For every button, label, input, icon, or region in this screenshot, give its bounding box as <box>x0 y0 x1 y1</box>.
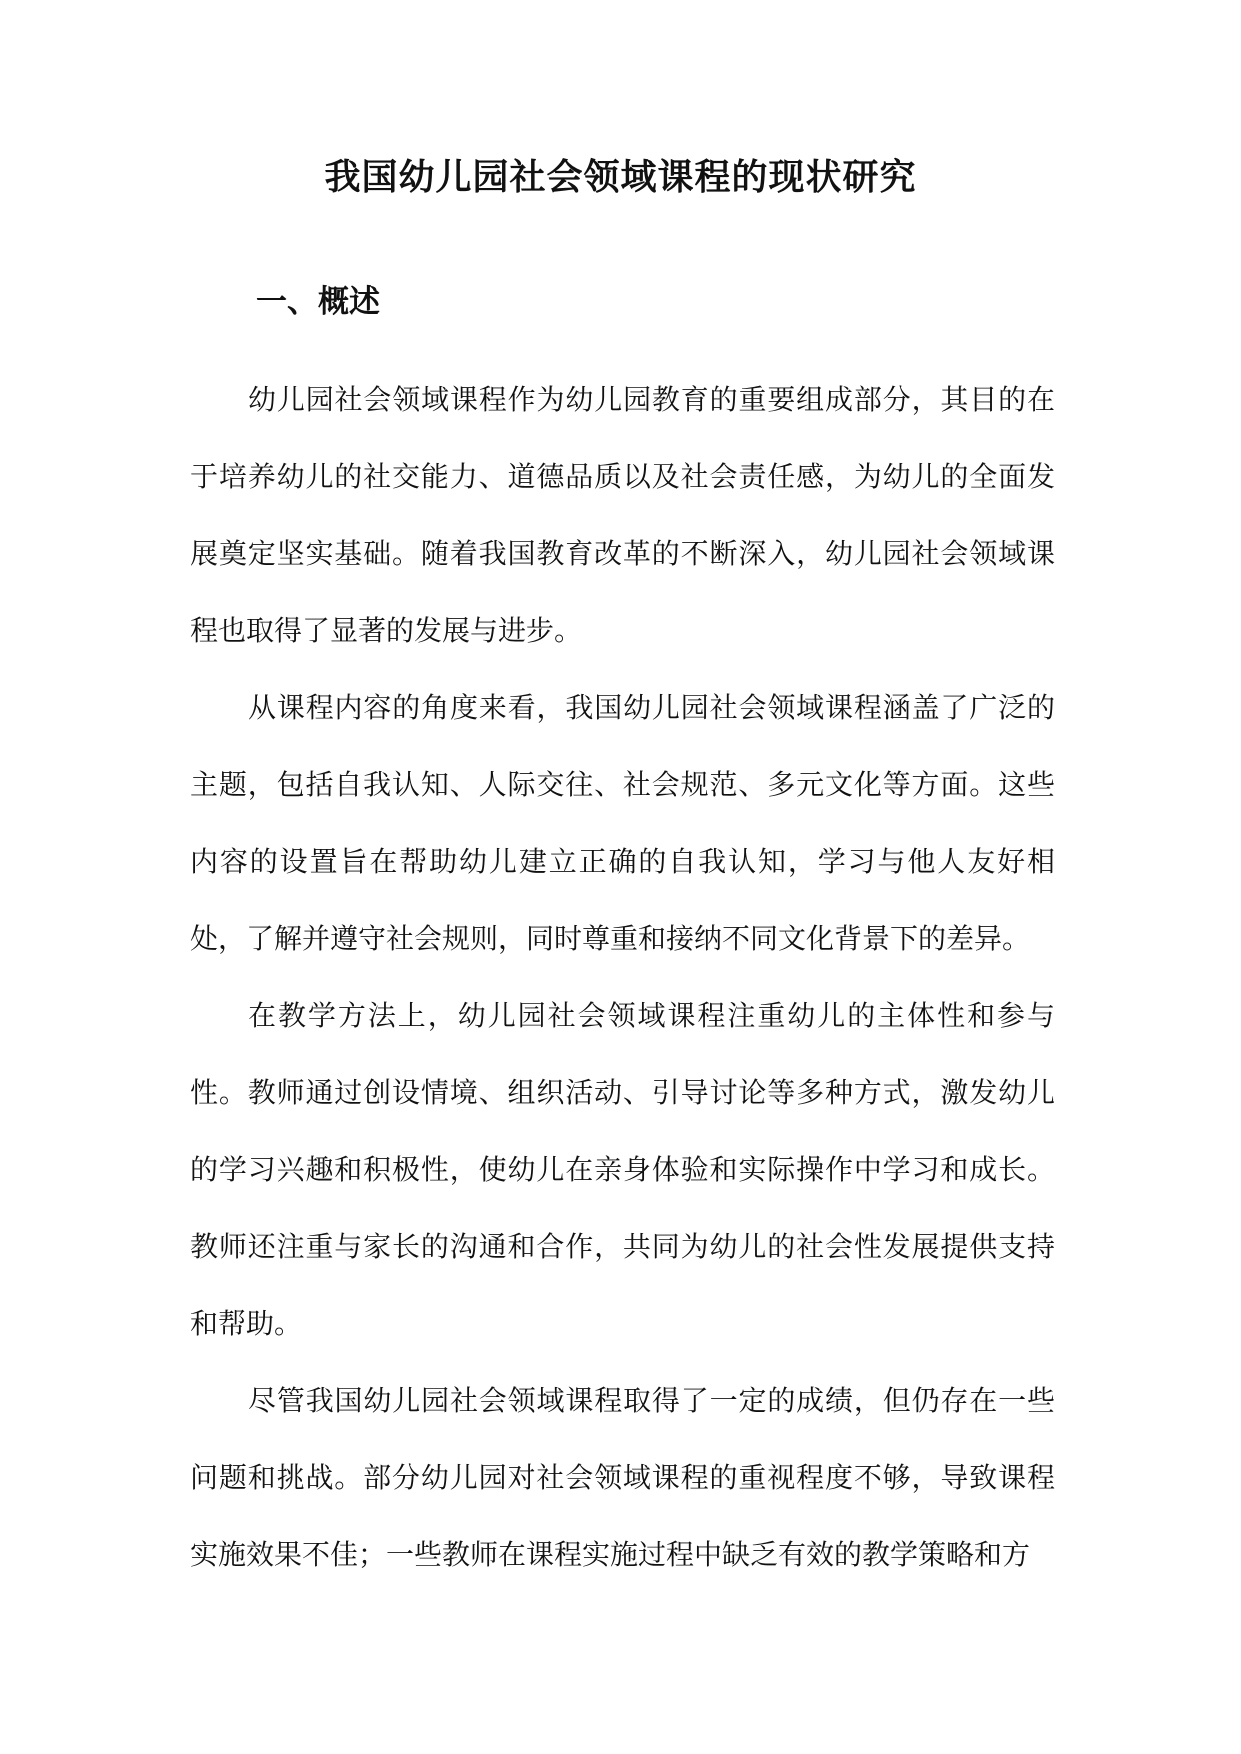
paragraph: 在教学方法上，幼儿园社会领域课程注重幼儿的主体性和参与性。教师通过创设情境、组织活动、引导讨论等多种方式，激发幼儿的学习兴趣和积极性，使幼儿在亲身体验和实际操作中学习和成长。教师还注重与家长的沟通和合作，共同为幼儿的社会性发展提供支持和帮助。 <box>190 999 1055 1340</box>
paragraph: 从课程内容的角度来看，我国幼儿园社会领域课程涵盖了广泛的主题，包括自我认知、人际交往、社会规范、多元文化等方面。这些内容的设置旨在帮助幼儿建立正确的自我认知，学习与他人友好相处，了解并遵守社会规则，同时尊重和接纳不同文化背景下的差异。 <box>190 691 1055 955</box>
section-heading: 一、概述 <box>256 284 380 320</box>
body-text <box>190 361 1055 1593</box>
paragraph: 尽管我国幼儿园社会领域课程取得了一定的成绩，但仍存在一些问题和挑战。部分幼儿园对社会领域课程的重视程度不够，导致课程实施效果不佳；一些教师在课程实施过程中缺乏有效的教学策略和方 <box>190 1384 1055 1571</box>
paragraph: 幼儿园社会领域课程作为幼儿园教育的重要组成部分，其目的在于培养幼儿的社交能力、道德品质以及社会责任感，为幼儿的全面发展奠定坚实基础。随着我国教育改革的不断深入，幼儿园社会领域课程也取得了显著的发展与进步。 <box>190 383 1055 647</box>
page-title: 我国幼儿园社会领域课程的现状研究 <box>324 157 917 198</box>
